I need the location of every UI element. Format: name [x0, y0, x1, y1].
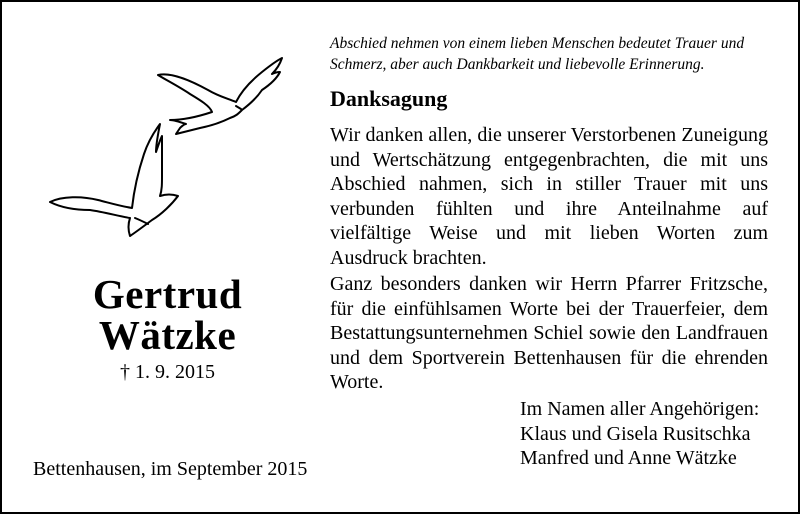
place-and-date: Bettenhausen, im September 2015: [33, 458, 308, 480]
death-date: † 1. 9. 2015: [120, 361, 215, 383]
birds-icon: [40, 40, 310, 260]
signature-line-3: Manfred und Anne Wätzke: [520, 447, 737, 469]
signature-line-1: Im Namen aller Angehörigen:: [520, 398, 760, 420]
thanks-paragraph-2: Ganz besonders danken wir Herrn Pfarrer Fritzsche, für die einfühlsamen Worte bei der Trauerfeier, dem Bestattungsunternehmen Schiel sowie den Landfrauen und dem Sportverein Bettenhausen für die ehrenden Worte.: [330, 273, 768, 393]
deceased-first-name: Gertrud: [92, 271, 243, 317]
thanks-paragraph-1: Wir danken allen, die unserer Verstorbenen Zuneigung und Wertschätzung entgegenbrachten, die mit uns Abschied nahmen, sich in stiller Trauer mit uns verbunden fühlten und ihre Anteilnahme auf vielfältige Weise und mit lieben Worten zum Ausdruck brachten.: [330, 124, 768, 269]
intro-quote: Abschied nehmen von einem lieben Menschen bedeutet Trauer und Schmerz, aber auch Dankbarkeit und liebevolle Erinnerung.: [330, 35, 745, 73]
signature-line-2: Klaus und Gisela Rusitschka: [520, 423, 751, 445]
deceased-last-name: Wätzke: [98, 312, 237, 358]
heading-danksagung: Danksagung: [330, 86, 448, 111]
